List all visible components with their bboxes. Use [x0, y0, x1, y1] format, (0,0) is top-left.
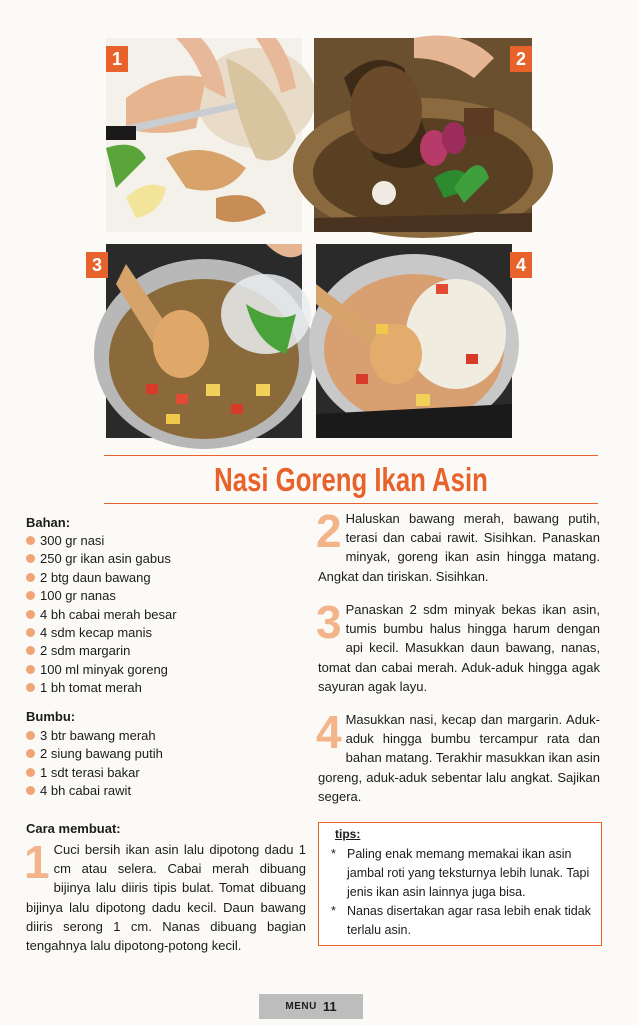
- list-item: 100 gr nanas: [26, 587, 177, 605]
- step-number-2: 2: [316, 505, 342, 557]
- list-item: 4 bh cabai rawit: [26, 782, 163, 800]
- step-photo-2: [314, 38, 532, 232]
- stir-fry-photo: [106, 244, 302, 438]
- list-item: 1 bh tomat merah: [26, 679, 177, 697]
- bullet-dot: [26, 768, 35, 777]
- step-photo-4: [316, 244, 526, 438]
- list-item: 300 gr nasi: [26, 532, 177, 550]
- list-item: 2 btg daun bawang: [26, 569, 177, 587]
- photo-number-2: 2: [510, 46, 532, 72]
- list-item: 3 btr bawang merah: [26, 727, 163, 745]
- bullet-dot: [26, 749, 35, 758]
- fried-rice-photo: [316, 244, 512, 438]
- step-number-1: 1: [24, 836, 50, 888]
- page-number: 11: [322, 999, 337, 1014]
- recipe-title: Nasi Goreng Ikan Asin: [214, 461, 488, 498]
- page-footer: [259, 994, 363, 1019]
- title-rule-top: [104, 455, 598, 456]
- step-4: [316, 706, 600, 806]
- step-photo-1: [106, 38, 302, 232]
- list-item: * Nanas disertakan agar rasa lebih enak tidak terlalu asin.: [331, 904, 591, 937]
- bullet-dot: [26, 683, 35, 692]
- step-text-4: Masukkan nasi, kecap dan margarin. Aduk-aduk hingga bumbu tercampur rata dan bahan matang. Terakhir masukkan ikan asin goreng, aduk-aduk sebentar lalu angkat. Sajikan segera.: [318, 712, 600, 804]
- step-text-3: Panaskan 2 sdm minyak bekas ikan asin, tumis bumbu halus hingga harum dengan api kecil. Masukkan daun bawang, nanas, tomat dan cabai merah. Aduk-aduk hingga agak sayuran agak layu.: [318, 602, 600, 694]
- bullet-dot: [26, 591, 35, 600]
- photo-number-3: 3: [86, 252, 108, 278]
- step-text-2: Haluskan bawang merah, bawang putih, terasi dan cabai rawit. Sisihkan. Panaskan minyak, goreng ikan asin hingga matang. Angkat dan tiriskan. Sisihkan.: [318, 511, 600, 584]
- bullet-dot: [26, 731, 35, 740]
- cara-heading: Cara membuat:: [26, 821, 121, 836]
- bahan-list: [26, 532, 177, 698]
- bumbu-list: [26, 727, 163, 801]
- list-item: 2 sdm margarin: [26, 642, 177, 660]
- list-item: 250 gr ikan asin gabus: [26, 550, 177, 568]
- bullet-dot: [26, 786, 35, 795]
- step-1: [24, 836, 306, 955]
- tip-bullet: *: [331, 904, 336, 918]
- list-item: 1 sdt terasi bakar: [26, 764, 163, 782]
- bullet-dot: [26, 610, 35, 619]
- bullet-dot: [26, 573, 35, 582]
- bumbu-heading: Bumbu:: [26, 709, 76, 724]
- photo-number-1: 1: [106, 46, 128, 72]
- bullet-dot: [26, 665, 35, 674]
- bahan-heading: Bahan:: [26, 515, 71, 530]
- tips-heading: tips:: [335, 827, 361, 841]
- title-rule-bottom: [104, 503, 598, 504]
- list-item: 4 bh cabai merah besar: [26, 606, 177, 624]
- step-photo-3: [91, 244, 302, 438]
- photo-number-4: 4: [510, 252, 532, 278]
- tips-box: [318, 822, 602, 946]
- footer-label: MENU: [285, 1001, 317, 1012]
- bullet-dot: [26, 628, 35, 637]
- list-item: * Paling enak memang memakai ikan asin jambal roti yang teksturnya lebih lunak. Tapi jenis ikan asin lainnya juga bisa.: [331, 847, 590, 899]
- list-item: 2 siung bawang putih: [26, 745, 163, 763]
- bullet-dot: [26, 536, 35, 545]
- mortar-pestle-photo: [314, 38, 532, 232]
- tips-list: [331, 845, 593, 940]
- bullet-dot: [26, 554, 35, 563]
- list-item: 4 sdm kecap manis: [26, 624, 177, 642]
- step-number-4: 4: [316, 706, 342, 758]
- step-number-3: 3: [316, 596, 342, 648]
- step-2: [316, 505, 600, 586]
- step-text-1: Cuci bersih ikan asin lalu dipotong dadu 1 cm atau selera. Cabai merah dibuang bijinya lalu diiris tipis bulat. Tomat dibuang bijinya lalu dipotong dadu kecil. Daun bawang diiris serong 1 cm. Nanas dibuang bagian tengahnya lalu dipotong-potong kecil.: [26, 842, 306, 954]
- bullet-dot: [26, 646, 35, 655]
- fish-cutting-photo: [106, 38, 302, 232]
- list-item: 100 ml minyak goreng: [26, 661, 177, 679]
- tip-bullet: *: [331, 847, 336, 861]
- step-3: [316, 596, 600, 696]
